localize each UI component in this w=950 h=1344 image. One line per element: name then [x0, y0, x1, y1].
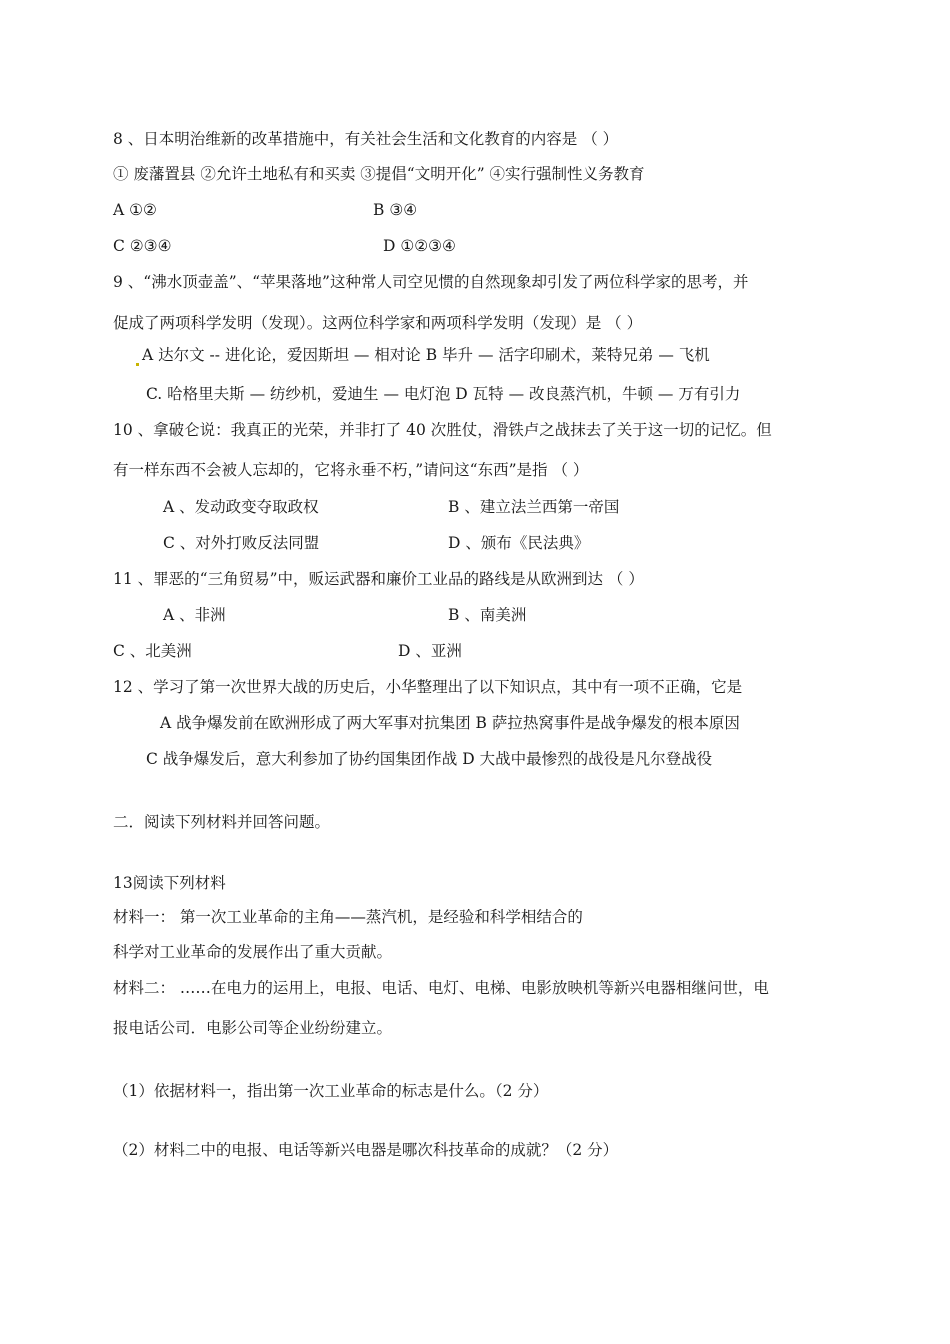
q8-stem: 8 、日本明治维新的改革措施中，有关社会生活和文化教育的内容是 （ ）	[113, 130, 619, 148]
q10-stem-line2: 有一样东西不会被人忘却的，它将永垂不朽，”请问这“东西”是指 （ ）	[113, 461, 589, 479]
q10-stem-line1: 10 、拿破仑说：我真正的光荣，并非打了 40 次胜仗，滑铁卢之战抹去了关于这一切的记忆。但	[113, 421, 772, 439]
q8-items: ① 废藩置县 ②允许土地私有和买卖 ③提倡“文明开化” ④实行强制性义务教育	[113, 165, 645, 183]
sub-question-2: （2）材料二中的电报、电话等新兴电器是哪次科技革命的成就？（2 分）	[113, 1141, 619, 1159]
q11-option-d: D 、亚洲	[398, 642, 462, 660]
q11-option-b: B 、南美洲	[448, 606, 527, 624]
yellow-mark	[136, 363, 139, 366]
q10-option-a: A 、发动政变夺取政权	[163, 498, 319, 516]
q9-options-line1: A 达尔文 -- 进化论，爱因斯坦 — 相对论 B 毕升 — 活字印刷术，莱特兄弟 — 飞机	[136, 344, 710, 366]
q9-stem-line2: 促成了两项科学发明（发现）。这两位科学家和两项科学发明（发现）是 （ ）	[113, 314, 643, 332]
material1-line1: 材料一： 第一次工业革命的主角——蒸汽机，是经验和科学相结合的	[113, 908, 583, 926]
q11-option-c: C 、北美洲	[113, 642, 192, 660]
q12-options-line2: C 战争爆发后，意大利参加了协约国集团作战 D 大战中最惨烈的战役是凡尔登战役	[146, 750, 713, 768]
q12-options-line1: A 战争爆发前在欧洲形成了两大军事对抗集团 B 萨拉热窝事件是战争爆发的根本原因	[160, 714, 740, 732]
sub-question-1: （1）依据材料一，指出第一次工业革命的标志是什么。（2 分）	[113, 1082, 549, 1100]
q9-options-line2: C. 哈格里夫斯 — 纺纱机，爱迪生 — 电灯泡 D 瓦特 — 改良蒸汽机，牛顿 — 万有引力	[146, 385, 741, 403]
q10-option-c: C 、对外打败反法同盟	[163, 534, 320, 552]
material2-line1: 材料二： ……在电力的运用上，电报、电话、电灯、电梯、电影放映机等新兴电器相继问世，电	[113, 979, 769, 997]
q8-option-c: C ②③④	[113, 237, 172, 255]
q10-option-d: D 、颁布《民法典》	[448, 534, 590, 552]
section-heading: 二．阅读下列材料并回答问题。	[113, 813, 331, 831]
q13-title: 13阅读下列材料	[113, 874, 226, 892]
q8-option-d: D ①②③④	[383, 237, 456, 255]
q10-option-b: B 、建立法兰西第一帝国	[448, 498, 620, 516]
q8-option-b: B ③④	[373, 201, 418, 219]
material1-line2: 科学对工业革命的发展作出了重大贡献。	[113, 943, 393, 961]
material2-line2: 报电话公司．电影公司等企业纷纷建立。	[113, 1019, 393, 1037]
q11-stem: 11 、罪恶的“三角贸易”中，贩运武器和廉价工业品的路线是从欧洲到达 （ ）	[113, 570, 644, 588]
q11-option-a: A 、非洲	[163, 606, 226, 624]
q9-stem-line1: 9 、“沸水顶壶盖”、“苹果落地”这种常人司空见惯的自然现象却引发了两位科学家的思考，并	[113, 273, 749, 291]
q8-option-a: A ①②	[113, 201, 157, 219]
q12-stem: 12 、学习了第一次世界大战的历史后，小华整理出了以下知识点，其中有一项不正确，它是	[113, 678, 743, 696]
